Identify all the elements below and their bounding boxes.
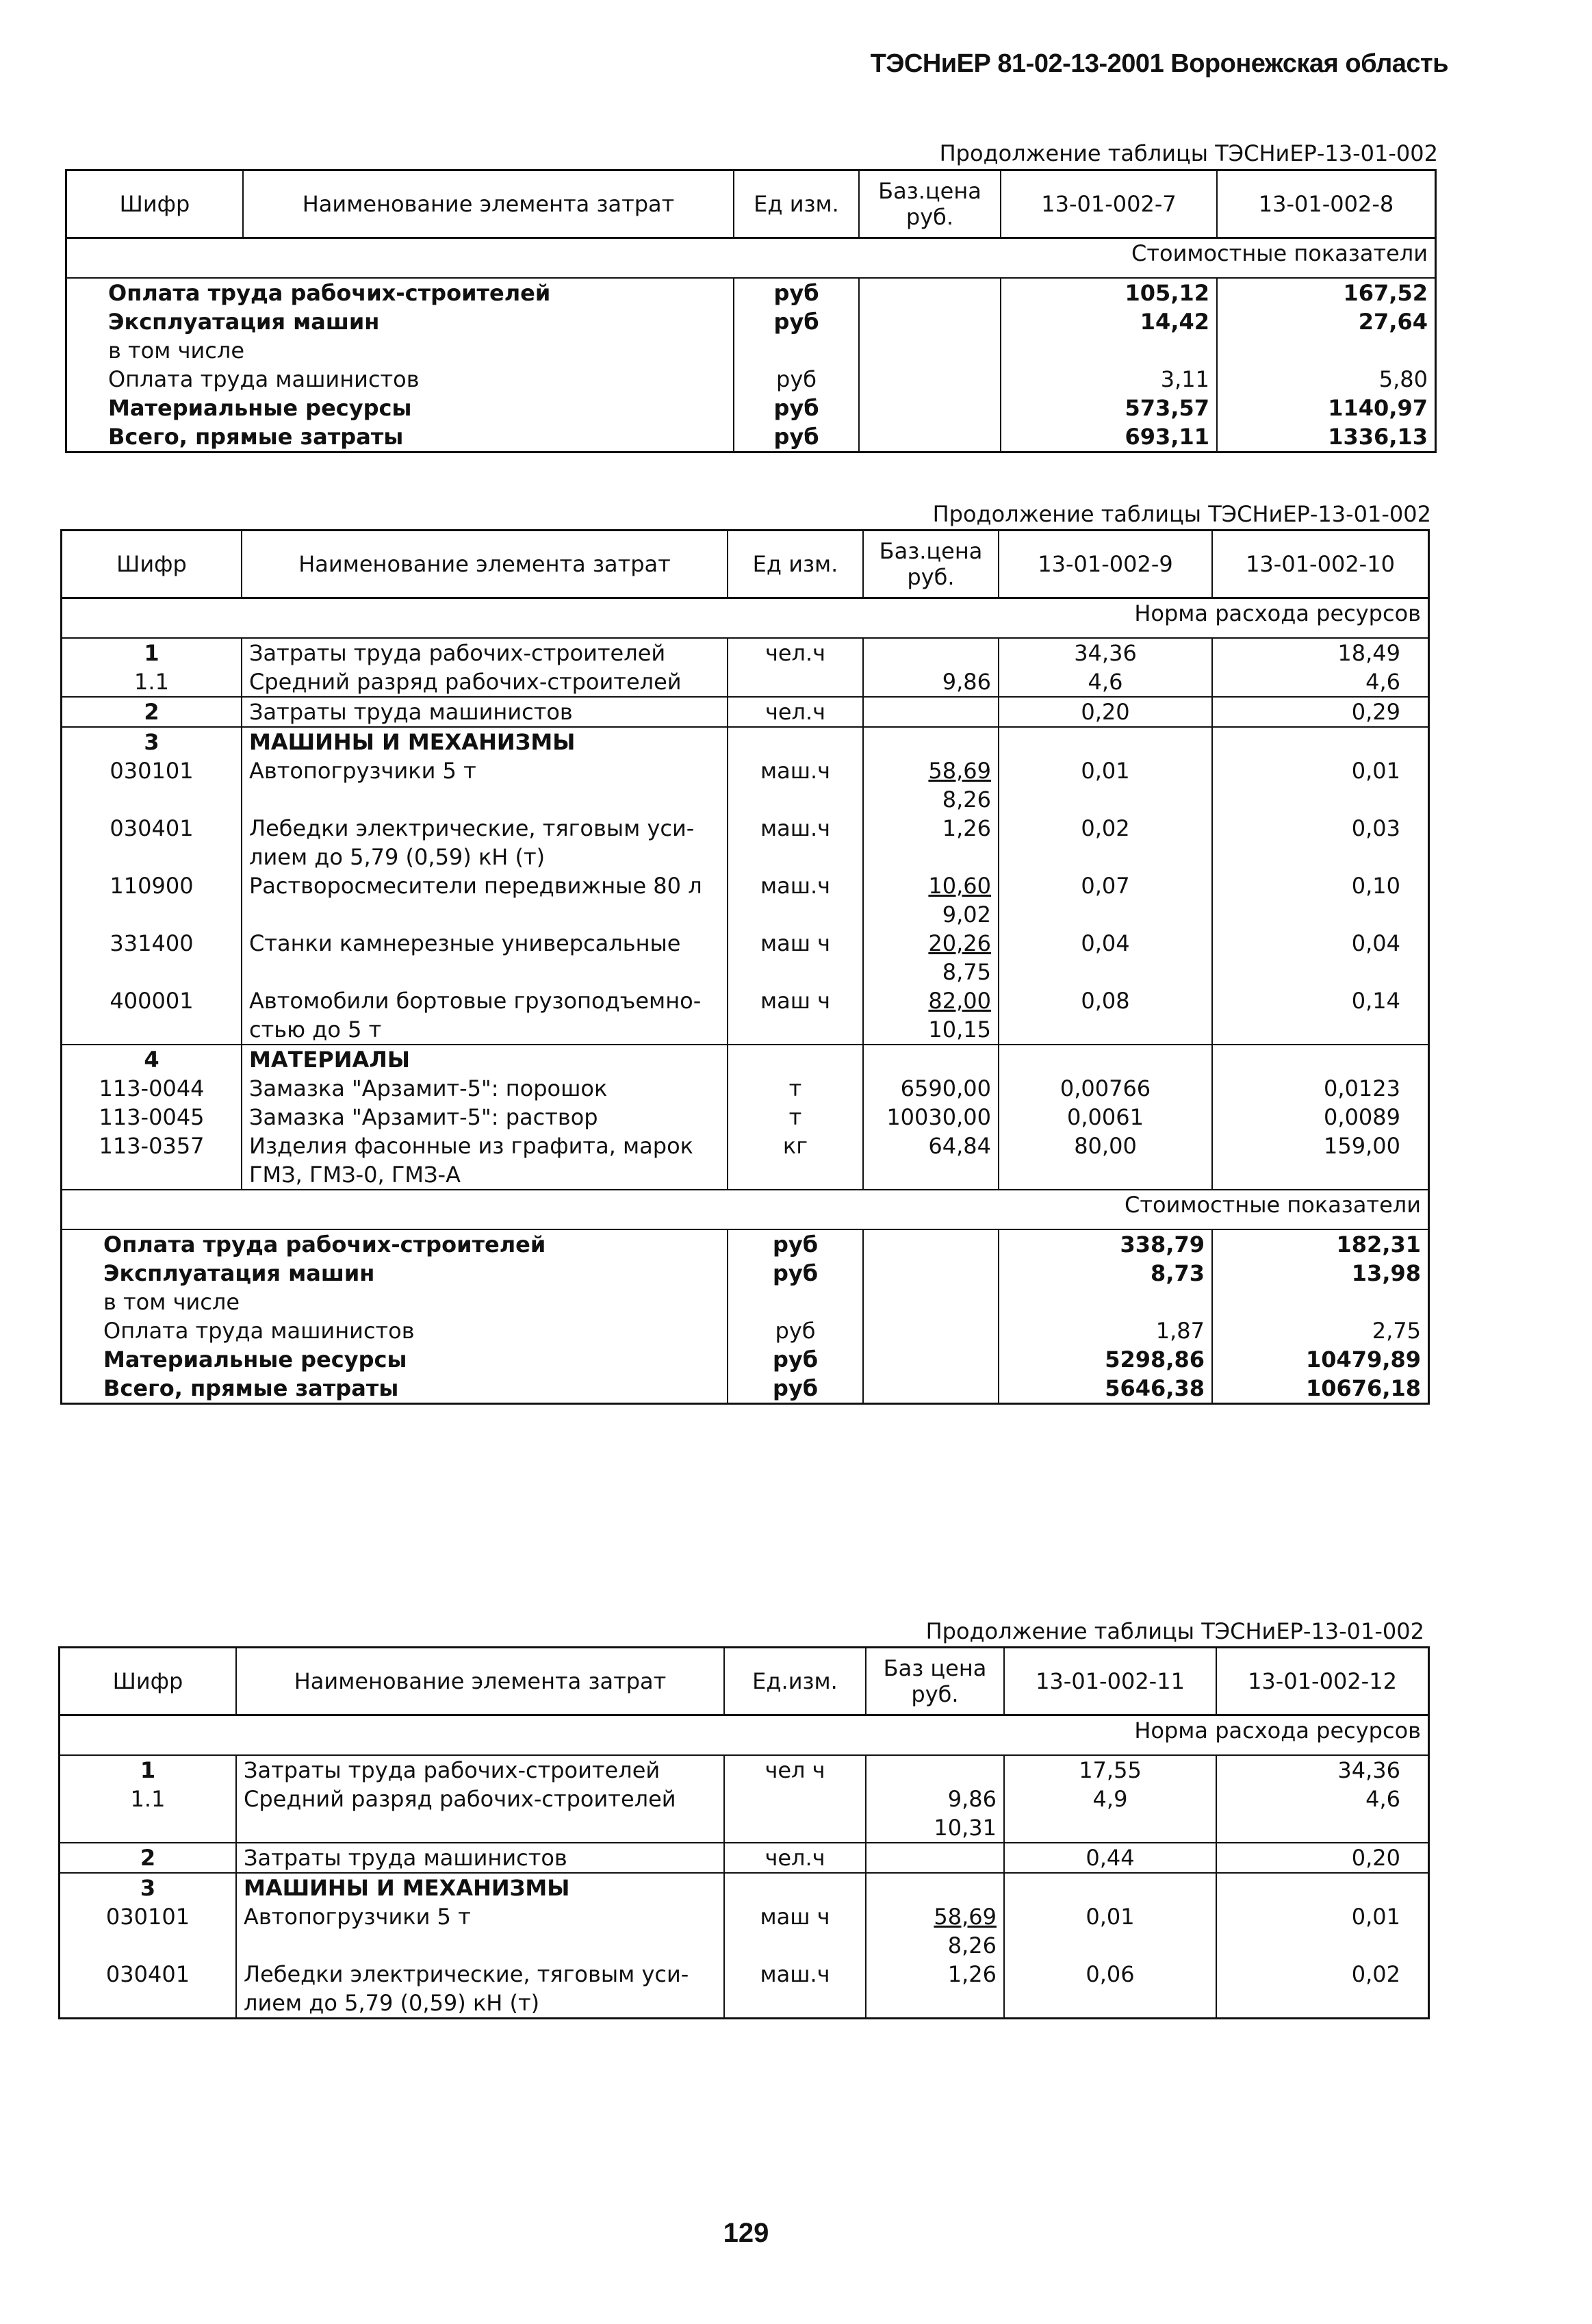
page-number: 129: [723, 2218, 769, 2248]
row-name: Эксплуатация машин: [108, 309, 380, 335]
col-header-b: 13-01-002-10: [1212, 531, 1428, 598]
row-name-line: Средний разряд рабочих-строителей: [244, 1786, 676, 1812]
section-row: [62, 1190, 1428, 1229]
section-row: [67, 238, 1435, 279]
row-name: [236, 1960, 724, 2017]
row-code: 030401: [110, 815, 194, 841]
row-price: [863, 727, 999, 756]
section-label: Стоимостные показатели: [67, 238, 1435, 279]
row-price: [863, 986, 999, 1045]
row-value-a: 5646,38: [999, 1374, 1212, 1403]
table-row: [67, 278, 1435, 307]
table-row: [62, 1045, 1428, 1074]
row-value-b: 10676,18: [1212, 1374, 1428, 1403]
row-value-a: [1004, 1843, 1216, 1873]
row-value-b: 159,00: [1212, 1132, 1428, 1190]
row-value-b: 0,20: [1216, 1843, 1428, 1873]
row-name-line: МАТЕРИАЛЫ: [249, 1047, 411, 1073]
row-price: [859, 365, 1001, 394]
row-name: [236, 1755, 724, 1785]
row-value-a: 3,11: [1001, 365, 1217, 394]
row-code: 2: [62, 697, 242, 727]
row-name: [242, 638, 728, 667]
row-price-line: 10030,00: [886, 1104, 991, 1130]
row-name: [242, 986, 728, 1045]
col-header-price: Баз.цена руб.: [863, 531, 999, 598]
row-value-a: [999, 1074, 1212, 1103]
row-unit: [728, 1288, 863, 1316]
row-unit: маш ч: [728, 929, 863, 986]
row-unit: руб: [734, 422, 859, 451]
row-unit: [734, 336, 859, 365]
row-name-line: Автопогрузчики 5 т: [244, 1904, 471, 1930]
row-name-line: Замазка "Арзамит-5": раствор: [249, 1104, 598, 1130]
row-name-line: ГМЗ, ГМЗ-0, ГМЗ-А: [249, 1162, 461, 1188]
row-name: [242, 814, 728, 871]
col-header-name: Наименование элемента затрат: [236, 1648, 724, 1715]
table-row: [62, 756, 1428, 814]
row-value-b: 167,52: [1217, 278, 1435, 307]
row-value-b: 5,80: [1217, 365, 1435, 394]
section-label: Норма расхода ресурсов: [62, 598, 1428, 639]
row-value-line: 0,0061: [1067, 1104, 1144, 1130]
row-price: [866, 1902, 1004, 1960]
row-value-a: [999, 756, 1212, 814]
row-value-line: 34,36: [1074, 640, 1137, 666]
row-price-line: 9,02: [942, 902, 991, 928]
row-price-line: 8,75: [942, 959, 991, 985]
row-name-line: Изделия фасонные из графита, марок: [249, 1133, 693, 1159]
row-value-line: 0,07: [1081, 873, 1130, 899]
table-row: [60, 1873, 1428, 1902]
row-price: [863, 697, 999, 727]
table-row: [62, 814, 1428, 871]
row-name-line: Средний разряд рабочих-строителей: [249, 669, 682, 695]
row-value-a: [999, 814, 1212, 871]
row-name: [242, 667, 728, 697]
row-value-a: [1004, 1902, 1216, 1960]
row-name: [242, 1045, 728, 1074]
row-code: 113-0357: [99, 1133, 205, 1159]
row-name-line: Лебедки электрические, тяговым уси-: [249, 815, 695, 841]
row-name-line: Растворосмесители передвижные 80 л: [249, 873, 702, 899]
table-row: [62, 638, 1428, 667]
row-unit: [724, 1785, 866, 1843]
row-value-a: [999, 1103, 1212, 1132]
row-name: Оплата труда рабочих-строителей: [108, 280, 551, 306]
row-value-a: [999, 638, 1212, 667]
row-price: [863, 1229, 999, 1259]
row-unit: маш.ч: [728, 871, 863, 929]
col-header-a: 13-01-002-9: [999, 531, 1212, 598]
row-value-a: 105,12: [1001, 278, 1217, 307]
row-code: 1: [144, 640, 159, 666]
row-value-b: 0,04: [1212, 929, 1428, 986]
row-price: [863, 1132, 999, 1190]
row-price: [859, 394, 1001, 422]
row-value-b: [1212, 1045, 1428, 1074]
row-price: [863, 1103, 999, 1132]
row-value-line: 0,01: [1081, 758, 1130, 784]
row-unit: чел.ч: [724, 1843, 866, 1873]
row-code: 4: [62, 1045, 242, 1074]
table-row: [62, 1374, 1428, 1403]
row-value-b: 13,98: [1212, 1259, 1428, 1288]
table-row: [62, 929, 1428, 986]
row-value-a: [999, 1045, 1212, 1074]
row-value-line: 0,00766: [1060, 1075, 1151, 1101]
row-unit: руб: [734, 278, 859, 307]
row-value-a: [999, 929, 1212, 986]
row-unit: чел.ч: [728, 697, 863, 727]
row-value-a: 573,57: [1001, 394, 1217, 422]
col-header-name: Наименование элемента затрат: [242, 531, 728, 598]
row-value-line: 0,06: [1086, 1961, 1135, 1987]
row-name: в том числе: [108, 337, 244, 363]
row-price-line: 10,60: [928, 873, 991, 899]
row-code: 1.1: [134, 669, 169, 695]
row-name: в том числе: [103, 1289, 240, 1315]
row-name-line: лием до 5,79 (0,59) кН (т): [244, 1990, 540, 2016]
row-value-a: [1004, 1755, 1216, 1785]
section-label: Норма расхода ресурсов: [60, 1715, 1428, 1756]
row-value-a: [999, 986, 1212, 1045]
row-price-line: 1,26: [942, 815, 991, 841]
row-value-a: [999, 727, 1212, 756]
col-header-price: Баз цена руб.: [866, 1648, 1004, 1715]
row-value-b: 0,03: [1212, 814, 1428, 871]
resource-table-3: [58, 1646, 1430, 2019]
row-unit: маш ч: [728, 986, 863, 1045]
row-value-a: [1004, 1785, 1216, 1843]
row-name: [236, 1843, 724, 1873]
col-header-name: Наименование элемента затрат: [243, 171, 734, 238]
row-price-line: 8,26: [947, 1932, 997, 1958]
table-header-row: [62, 531, 1428, 598]
row-value-b: 4,6: [1216, 1785, 1428, 1843]
table-row: [62, 1316, 1428, 1345]
row-value-b: 0,01: [1212, 756, 1428, 814]
row-name: Оплата труда машинистов: [108, 366, 420, 392]
row-price: [863, 1045, 999, 1074]
row-value-a: [999, 1288, 1212, 1316]
row-value-a: [999, 667, 1212, 697]
row-value-b: 0,01: [1216, 1902, 1428, 1960]
row-name: [242, 1103, 728, 1132]
row-value-b: [1216, 1873, 1428, 1902]
col-header-a: 13-01-002-7: [1001, 171, 1217, 238]
row-unit: [724, 1873, 866, 1902]
table-row: [62, 1259, 1428, 1288]
row-code: 400001: [110, 988, 194, 1014]
row-price: [859, 307, 1001, 336]
row-value-b: [1212, 1288, 1428, 1316]
row-code: 110900: [110, 873, 194, 899]
row-price: [863, 1259, 999, 1288]
row-unit: т: [728, 1103, 863, 1132]
row-price: [859, 336, 1001, 365]
row-value-a: [999, 1132, 1212, 1190]
col-header-price: Баз.цена руб.: [859, 171, 1001, 238]
row-unit: руб: [728, 1259, 863, 1288]
row-unit: чел.ч: [728, 638, 863, 667]
table-row: [60, 1785, 1428, 1843]
row-price-line: 6590,00: [900, 1075, 991, 1101]
row-code: 1.1: [130, 1786, 166, 1812]
table-row: [67, 307, 1435, 336]
table-header-row: [60, 1648, 1428, 1715]
row-price-line: 9,86: [947, 1786, 997, 1812]
row-value-line: 4,9: [1092, 1786, 1128, 1812]
row-name: Оплата труда машинистов: [103, 1318, 415, 1344]
row-price: [863, 1345, 999, 1374]
row-code: 113-0044: [99, 1075, 205, 1101]
row-name: [242, 871, 728, 929]
table-row: [62, 871, 1428, 929]
row-name: Всего, прямые затраты: [103, 1375, 399, 1401]
row-price: [866, 1843, 1004, 1873]
table-row: [62, 1074, 1428, 1103]
row-unit: руб: [728, 1374, 863, 1403]
row-price: [863, 1074, 999, 1103]
row-value-b: 0,0089: [1212, 1103, 1428, 1132]
row-value-a: 5298,86: [999, 1345, 1212, 1374]
row-name-line: Затраты труда рабочих-строителей: [249, 640, 666, 666]
row-unit: чел ч: [724, 1755, 866, 1785]
table-row: [62, 1132, 1428, 1190]
row-value-b: 0,0123: [1212, 1074, 1428, 1103]
row-value-b: 27,64: [1217, 307, 1435, 336]
row-value-b: [1217, 336, 1435, 365]
row-price-line: 20,26: [928, 930, 991, 956]
row-value-line: 17,55: [1079, 1757, 1142, 1783]
row-value-line: 0,44: [1086, 1845, 1135, 1871]
row-name: [242, 756, 728, 814]
row-value-line: 0,01: [1086, 1904, 1135, 1930]
table-row: [67, 365, 1435, 394]
row-unit: т: [728, 1074, 863, 1103]
col-header-code: Шифр: [67, 171, 243, 238]
row-unit: маш ч: [724, 1902, 866, 1960]
row-value-b: [1212, 727, 1428, 756]
row-name: [236, 1785, 724, 1843]
row-name-line: МАШИНЫ И МЕХАНИЗМЫ: [249, 729, 576, 755]
row-unit: маш.ч: [724, 1960, 866, 2017]
section-label: Стоимостные показатели: [62, 1190, 1428, 1229]
row-price-line: 64,84: [928, 1133, 991, 1159]
table-row: [60, 1960, 1428, 2017]
section-row: [62, 598, 1428, 639]
row-name-line: Лебедки электрические, тяговым уси-: [244, 1961, 689, 1987]
row-unit: кг: [728, 1132, 863, 1190]
table-row: [60, 1902, 1428, 1960]
row-code: 113-0045: [99, 1104, 205, 1130]
col-header-unit: Ед.изм.: [724, 1648, 866, 1715]
table-row: [62, 1345, 1428, 1374]
row-code: 030101: [110, 758, 194, 784]
row-value-a: 693,11: [1001, 422, 1217, 451]
row-value-line: 0,04: [1081, 930, 1130, 956]
table-row: [62, 1229, 1428, 1259]
row-name-line: Затраты труда машинистов: [244, 1845, 567, 1871]
row-value-a: [1004, 1873, 1216, 1902]
row-value-a: 338,79: [999, 1229, 1212, 1259]
row-name-line: стью до 5 т: [249, 1017, 382, 1043]
table-caption: Продолжение таблицы ТЭСНиЕР-13-01-002: [932, 501, 1431, 527]
row-code: 030101: [105, 1904, 190, 1930]
row-price: [863, 638, 999, 667]
row-price: [863, 929, 999, 986]
table-row: [67, 394, 1435, 422]
row-price: [866, 1960, 1004, 2017]
row-code: 1: [140, 1757, 156, 1783]
row-value-b: 10479,89: [1212, 1345, 1428, 1374]
row-price: [859, 422, 1001, 451]
row-name-line: Замазка "Арзамит-5": порошок: [249, 1075, 608, 1101]
page-header: ТЭСНиЕР 81-02-13-2001 Воронежская область: [870, 49, 1448, 78]
row-value-b: 0,02: [1216, 1960, 1428, 2017]
cost-table-1: [65, 169, 1437, 453]
row-unit: руб: [734, 394, 859, 422]
row-price-line: 10,15: [928, 1017, 991, 1043]
row-name: [242, 697, 728, 727]
row-unit: руб: [734, 365, 859, 394]
row-price: [863, 1374, 999, 1403]
col-header-code: Шифр: [62, 531, 242, 598]
row-price: [859, 278, 1001, 307]
row-price: [863, 1288, 999, 1316]
row-name-line: Затраты труда рабочих-строителей: [244, 1757, 660, 1783]
row-value-a: [1004, 1960, 1216, 2017]
row-value-line: 0,02: [1081, 815, 1130, 841]
table-caption: Продолжение таблицы ТЭСНиЕР-13-01-002: [939, 140, 1438, 166]
row-name: Материальные ресурсы: [103, 1346, 407, 1372]
row-unit: маш.ч: [728, 756, 863, 814]
row-unit: [728, 667, 863, 697]
row-code: 2: [60, 1843, 236, 1873]
row-unit: руб: [734, 307, 859, 336]
row-value-a: [999, 697, 1212, 727]
row-unit: маш.ч: [728, 814, 863, 871]
row-value-b: 18,49: [1212, 638, 1428, 667]
table-row: [67, 336, 1435, 365]
resource-table-2: [60, 529, 1430, 1405]
col-header-unit: Ед изм.: [734, 171, 859, 238]
row-value-a: 8,73: [999, 1259, 1212, 1288]
row-price: [863, 667, 999, 697]
row-price-line: 58,69: [928, 758, 991, 784]
row-name-line: Автомобили бортовые грузоподъемно-: [249, 988, 702, 1014]
row-unit: руб: [728, 1229, 863, 1259]
row-price: [866, 1873, 1004, 1902]
col-header-b: 13-01-002-12: [1216, 1648, 1428, 1715]
row-value-a: [999, 871, 1212, 929]
row-price: [866, 1755, 1004, 1785]
row-name-line: лием до 5,79 (0,59) кН (т): [249, 844, 545, 870]
table-row: [62, 727, 1428, 756]
table-row: [62, 1288, 1428, 1316]
row-price: [863, 871, 999, 929]
row-name-line: Автопогрузчики 5 т: [249, 758, 476, 784]
row-price: [866, 1785, 1004, 1843]
row-price: [863, 756, 999, 814]
row-value-line: 0,08: [1081, 988, 1130, 1014]
row-name-line: МАШИНЫ И МЕХАНИЗМЫ: [244, 1875, 570, 1901]
table-caption: Продолжение таблицы ТЭСНиЕР-13-01-002: [925, 1618, 1424, 1644]
row-name: [242, 1074, 728, 1103]
row-price-line: 9,86: [942, 669, 991, 695]
row-name: [236, 1873, 724, 1902]
row-code: 030401: [105, 1961, 190, 1987]
section-row: [60, 1715, 1428, 1756]
col-header-b: 13-01-002-8: [1217, 171, 1435, 238]
row-value-line: 80,00: [1074, 1133, 1137, 1159]
row-price: [863, 1316, 999, 1345]
row-name: [236, 1902, 724, 1960]
row-value-b: 1140,97: [1217, 394, 1435, 422]
table-row: [60, 1755, 1428, 1785]
row-price: [863, 814, 999, 871]
row-price-line: 8,26: [942, 787, 991, 813]
row-code: 3: [62, 727, 242, 756]
table-row: [62, 697, 1428, 727]
row-unit: руб: [728, 1345, 863, 1374]
table-row: [62, 1103, 1428, 1132]
row-value-b: 2,75: [1212, 1316, 1428, 1345]
row-value-a: 14,42: [1001, 307, 1217, 336]
row-price-line: 10,31: [934, 1815, 997, 1841]
row-value-a: 1,87: [999, 1316, 1212, 1345]
row-code: 3: [60, 1873, 236, 1902]
table-row: [60, 1843, 1428, 1873]
row-price-line: 1,26: [947, 1961, 997, 1987]
row-code: 331400: [110, 930, 194, 956]
row-value-b: 34,36: [1216, 1755, 1428, 1785]
row-unit: [728, 1045, 863, 1074]
row-value-b: 0,14: [1212, 986, 1428, 1045]
table-row: [67, 422, 1435, 451]
row-value-b: 0,29: [1212, 697, 1428, 727]
row-price-line: 82,00: [928, 988, 991, 1014]
table-row: [62, 986, 1428, 1045]
row-unit: руб: [728, 1316, 863, 1345]
row-name-line: Затраты труда машинистов: [249, 699, 573, 725]
row-value-b: 1336,13: [1217, 422, 1435, 451]
row-name: [242, 929, 728, 986]
row-unit: [728, 727, 863, 756]
row-value-b: 4,6: [1212, 667, 1428, 697]
row-name: Оплата труда рабочих-строителей: [103, 1231, 546, 1257]
col-header-a: 13-01-002-11: [1004, 1648, 1216, 1715]
row-value-line: 4,6: [1088, 669, 1123, 695]
row-name-line: Станки камнерезные универсальные: [249, 930, 681, 956]
col-header-code: Шифр: [60, 1648, 236, 1715]
row-name: [242, 727, 728, 756]
row-name: Материальные ресурсы: [108, 395, 412, 421]
row-value-a: [1001, 336, 1217, 365]
row-value-b: 0,10: [1212, 871, 1428, 929]
row-value-line: 0,20: [1081, 699, 1130, 725]
col-header-unit: Ед изм.: [728, 531, 863, 598]
table-row: [62, 667, 1428, 697]
table-header-row: [67, 171, 1435, 238]
row-name: Всего, прямые затраты: [108, 424, 404, 450]
row-price-line: 58,69: [934, 1904, 997, 1930]
row-name: Эксплуатация машин: [103, 1260, 375, 1286]
row-name: [242, 1132, 728, 1190]
row-value-b: 182,31: [1212, 1229, 1428, 1259]
